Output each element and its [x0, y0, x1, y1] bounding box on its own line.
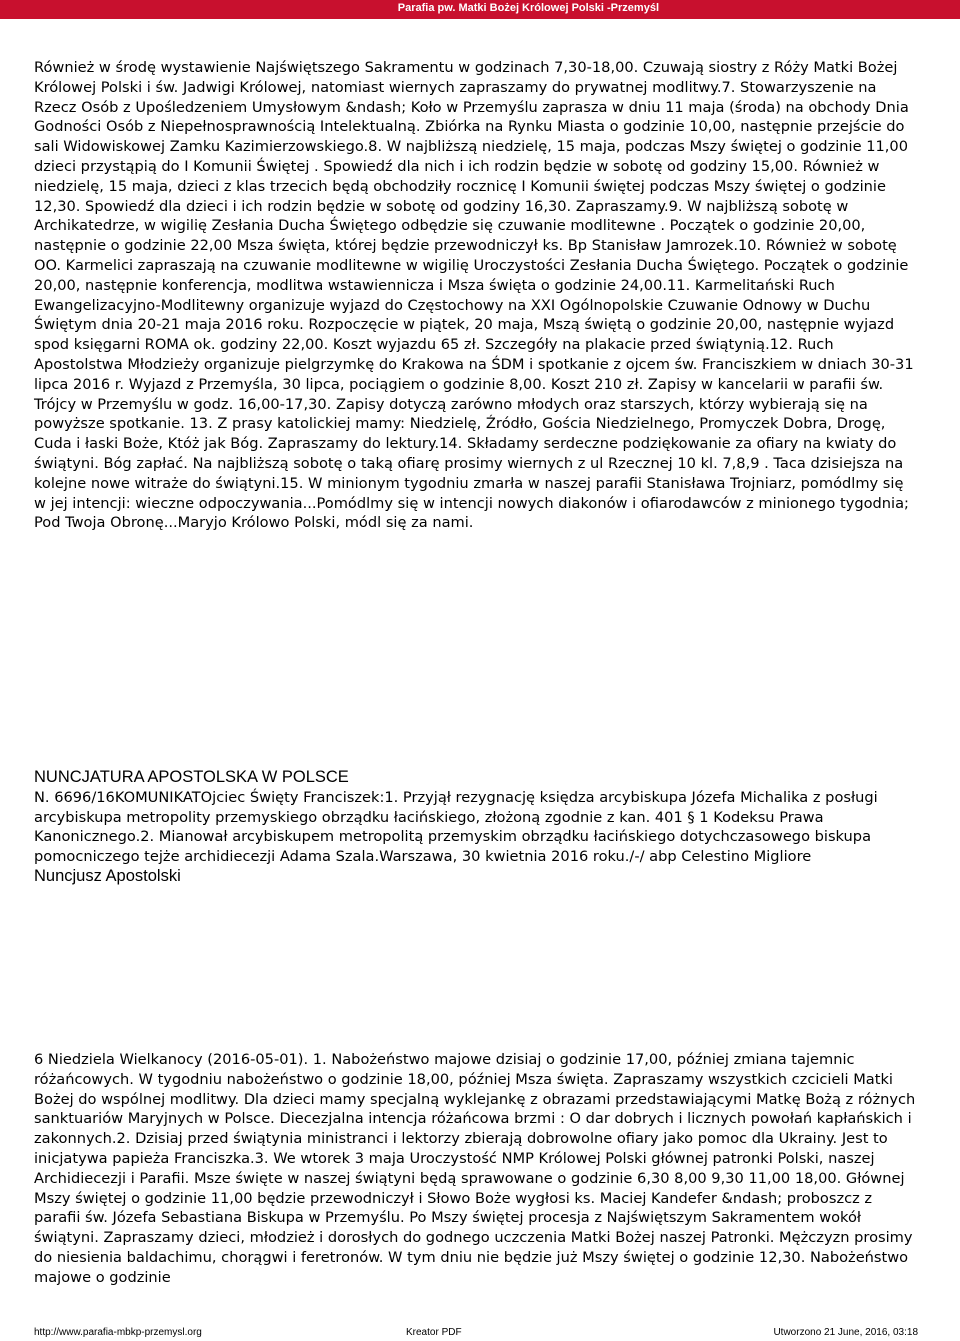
nunciature-body: N. 6696/16KOMUNIKATOjciec Święty Franciszek:1. Przyjął rezygnację księdza arcybiskupa Józefa Michalika z posługi arcybiskupa metropolity przemyskiego obrządku łacińskiego, złożoną zgodnie z kan. 401 § 1 Kodeksu Prawa Kanonicznego.2. Mianował arcybiskupem metropolitą przemyskim obrządku łacińskiego dotychczasowego biskupa pomocniczego tejże archidiecezji Adama Szala.Warszawa, 30 kwietnia 2016 roku./-/ abp Celestino Migliore — [34, 788, 878, 866]
page-footer — [34, 1327, 918, 1341]
footer-url: http://www.parafia-mbkp-przemysl.org — [34, 1327, 202, 1338]
nunciature-signature: Nuncjusz Apostolski — [34, 866, 181, 885]
header-bar — [0, 0, 960, 19]
nunciature-heading: NUNCJATURA APOSTOLSKA W POLSCE — [34, 768, 349, 786]
announcements-part-2: 6 Niedziela Wielkanocy (2016-05-01). 1. Nabożeństwo majowe dzisiaj o godzinie 17,00, później zmiana tajemnic różańcowych. W tygodniu nabożeństwo o godzinie 18,00, później Msza święta. Zapraszamy wszystkich czcicieli Matki Bożej do wspólnej modlitwy. Dla dzieci mamy specjalną wyklejankę z obrazami przedstawiającymi Matkę Bożą z różnych sanktuariów Maryjnych w Polsce. Diecezjalna intencja różańcowa brzmi : O dar dobrych i licznych powołań kapłańskich i zakonnych.2. Dzisiaj przed świątynia ministranci i lektorzy zbierają dobrowolne ofiary jako pomoc dla Ukrainy. Jest to inicjatywa papieża Franciszka.3. We wtorek 3 maja Uroczystość NMP Królowej Polski głównej patronki Polski, naszej Archidiecezji i Parafii. Msze święte w naszej świątyni będą sprawowane o godzinie 6,30 8,00 9,30 11,00 18,00. Głównej Mszy świętej o godzinie 11,00 będzie przewodniczył i Słowo Boże wygłosi ks. Maciej Kandefer &ndash; proboszcz z parafii św. Józefa Sebastiana Biskupa w Przemyślu. Po Mszy świętej procesja z Najświętszym Sakramentem wokół świątyni. Zapraszamy dzieci, młodzież i dorosłych do godnego uczczenia Matki Bożej naszej Patronki. Mężczyzn prosimy do niesienia baldachimu, chorągwi i feretronów. W tym dniu nie będzie już Mszy świętej o godzinie 12,30. Nabożeństwo majowe o godzinie — [34, 1051, 916, 1286]
footer-created-date: Utworzono 21 June, 2016, 03:18 — [773, 1327, 918, 1338]
announcements-part-1: Również w środę wystawienie Najświętszego Sakramentu w godzinach 7,30-18,00. Czuwają siostry z Róży Matki Bożej Królowej Polski i św. Jadwigi Królowej, natomiast wiernych zapraszamy do prywatnej modlitwy.7. Stowarzyszenie na Rzecz Osób z Upośledzeniem Umysłowym &ndash; Koło w Przemyślu zaprasza w dniu 11 maja (środa) na obchody Dnia Godności Osób z Niepełnosprawnością Intelektualną. Zbiórka na Rynku Miasta o godzinie 10,00, następnie przejście do sali Widowiskowej Zamku Kazimierzowskiego.8. W najbliższą niedzielę, 15 maja, podczas Mszy świętej o godzinie 11,00 dzieci przystąpią do I Komunii Świętej . Spowiedź dla nich i ich rodzin będzie w sobotę od godziny 15,00. Również w niedzielę, 15 maja, dzieci z klas trzecich będą obchodziły rocznicę I Komunii świętej podczas Mszy świętej o godzinie 12,30. Spowiedź dla dzieci i ich rodzin będzie w sobotę od godziny 16,30. Zapraszamy.9. W najbliższą sobotę w Archikatedrze, w wigilię Zesłania Ducha Świętego odbędzie się czuwanie modlitewne . Początek o godzinie 20,00, następnie o godzinie 22,00 Msza święta, której będzie przewodniczył ks. Bp Stanisław Jamrozek.10. Również w sobotę OO. Karmelici zapraszają na czuwanie modlitewne w wigilię Uroczystości Zesłania Ducha Świętego. Początek o godzinie 20,00, następnie konferencja, modlitwa wstawiennicza i Msza święta o godzinie 24,00.11. Karmelitański Ruch Ewangelizacyjno-Modlitewny organizuje wyjazd do Częstochowy na XXI Ogólnopolskie Czuwanie Odnowy w Duchu Świętym dnia 20-21 maja 2016 roku. Rozpoczęcie w piątek, 20 maja, Mszą świętą o godzinie 20,00, następnie wyjazd spod księgarni ROMA ok. godziny 22,00. Koszt wyjazdu 65 zł. Szczegóły na plakacie przed świątynią.12. Ruch Apostolstwa Młodzieży organizuje pielgrzymkę do Krakowa na ŚDM i spotkanie z ojcem św. Franciszkiem w dniach 30-31 lipca 2016 r. Wyjazd z Przemyśla, 30 lipca, pociągiem o godzinie 8,00. Koszt 210 zł. Zapisy w kancelarii w parafii św. Trójcy w Przemyślu w godz. 16,00-17,30. Zapisy dotyczą zarówno młodych oraz starszych, którzy wybierają się na powyższe spotkanie. 13. Z prasy katolickiej mamy: Niedzielę, Źródło, Gościa Niedzielnego, Promyczek Dobra, Drogę, Cuda i łaski Boże, Któż jak Bóg. Zapraszamy do lektury.14. Składamy serdeczne podziękowanie za ofiary na kwiaty do świątyni. Bóg zapłać. Na najbliższą sobotę o taką ofiarę prosimy wiernych z ul Rzecznej 10 kl. 7,8,9 . Taca dzisiejsza na kolejne nowe witraże do świątyni.15. W minionym tygodniu zmarła w naszej parafii Stanisława Trojniarz, pomódlmy się w jej intencji: wieczne odpoczywania...Pomódlmy się w intencji nowych diakonów i ofiarodawców z minionego tygodnia; Pod Twoja Obronę...Maryjo Królowo Polski, módl się za nami. — [34, 59, 914, 532]
nunciature-section — [34, 768, 918, 887]
site-title: Parafia pw. Matki Bożej Królowej Polski -Przemyśl — [397, 2, 659, 14]
footer-creator: Kreator PDF — [406, 1327, 462, 1338]
